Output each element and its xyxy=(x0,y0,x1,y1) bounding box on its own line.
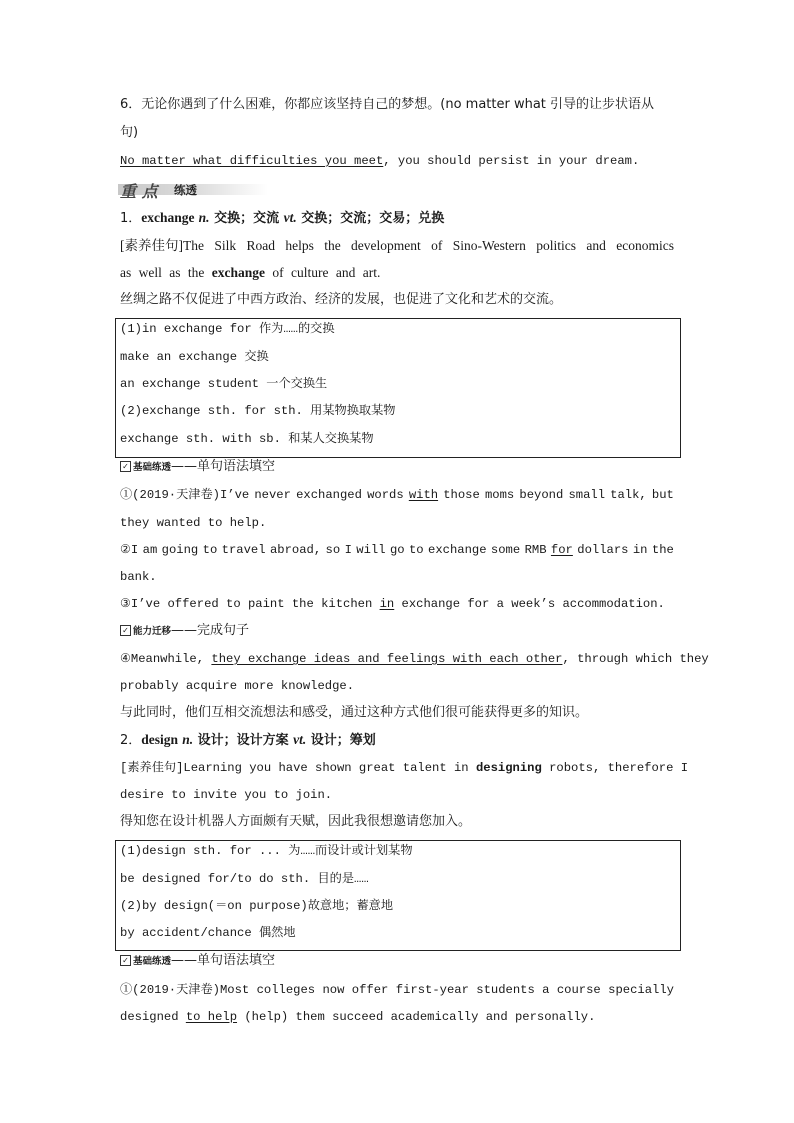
word1-example-word: Silk xyxy=(214,238,237,253)
word1-ex2-line2: bank. xyxy=(120,570,157,584)
word2-headword: design xyxy=(141,732,179,747)
word2-tag-basic-desc: ——单句语法填空 xyxy=(171,953,276,968)
word1-example-word: economics xyxy=(616,238,674,253)
word2-ex1-word: a xyxy=(542,983,550,997)
word1-tag-ability xyxy=(120,623,249,640)
word2-ex1-line1 xyxy=(120,981,674,999)
checkbox-icon: ✓ xyxy=(120,625,131,636)
word1-tag-basic xyxy=(120,459,275,476)
word1-ex2-word: in xyxy=(632,543,648,557)
word1-usage-5: exchange sth. with sb. 和某人交换某物 xyxy=(120,432,374,446)
word2-def1: 设计；设计方案 xyxy=(193,733,294,748)
word1-ex2-word: to xyxy=(408,543,424,557)
word1-ex2-word: I xyxy=(344,543,352,557)
word1-ex2-word: abroad, xyxy=(269,543,322,557)
word1-ex1-word: talk, xyxy=(610,488,647,502)
word1-ex2-word: some xyxy=(490,543,521,557)
word1-number: 1． xyxy=(120,211,142,226)
word1-example-word: Road xyxy=(246,238,275,253)
word1-ex1-word: words xyxy=(367,488,404,502)
word1-example-word: and xyxy=(586,238,606,253)
word2-def2: 设计；筹划 xyxy=(306,733,376,748)
word1-example-word: helps xyxy=(285,238,314,253)
word1-ex2-word: exchange xyxy=(428,543,487,557)
word1-usage-1: (1)in exchange for 作为……的交换 xyxy=(120,322,335,336)
word1-ex1-line2: they wanted to help. xyxy=(120,516,267,530)
item6-answer-underlined: No matter what difficulties you meet xyxy=(120,154,384,168)
word1-ex4-post: , through which they xyxy=(562,652,709,666)
word1-example-line2 xyxy=(120,264,380,282)
word2-ex1-word: ①(2019·天津卷)Most xyxy=(120,983,250,997)
word2-example-line1-post: robots, therefore I xyxy=(541,761,689,775)
word1-example-line2-post: of culture and art. xyxy=(264,265,381,280)
word1-ex2-word: will xyxy=(356,543,386,557)
word1-heading xyxy=(120,209,444,228)
word1-usage-box xyxy=(115,318,681,458)
word1-ex1-word: those xyxy=(443,488,480,502)
banner-mark: 重 点 xyxy=(120,182,158,201)
word1-ex4-answer: they exchange ideas and feelings with each other xyxy=(211,652,563,666)
word2-example-line1 xyxy=(120,759,688,777)
word1-usage-2: make an exchange 交换 xyxy=(120,350,269,364)
word1-ex1-word: small xyxy=(568,488,606,502)
word1-example-word: of xyxy=(431,238,443,253)
word2-heading xyxy=(120,731,376,750)
word2-ex1-answer: to help xyxy=(185,1010,238,1024)
word2-usage-2: be designed for/to do sth. 目的是…… xyxy=(120,872,369,886)
word1-example-word: politics xyxy=(536,238,577,253)
word1-example-word: [素养佳句]The xyxy=(120,238,204,253)
word1-example-word: the xyxy=(324,238,341,253)
word1-ex2-word: am xyxy=(142,543,158,557)
word1-usage-3: an exchange student 一个交换生 xyxy=(120,377,328,391)
word1-ex3-pre: ③I’ve offered to paint the kitchen xyxy=(120,597,380,611)
word2-usage-box xyxy=(115,840,681,951)
word1-ex2-word: dollars xyxy=(577,543,629,557)
word1-tag-basic-label: 基础练透 xyxy=(133,462,172,473)
word1-def2: 交换；交流；交易；兑换 xyxy=(296,211,445,226)
word1-ex1-word: moms xyxy=(484,488,515,502)
word1-tag-ability-desc: ——完成句子 xyxy=(171,623,250,638)
word1-example-word: development xyxy=(351,238,421,253)
word1-ex2-word: travel xyxy=(221,543,266,557)
word2-ex1-word: offer xyxy=(351,983,389,997)
item6-answer-rest: , you should persist in your dream. xyxy=(383,154,640,168)
word1-tag-ability-label: 能力迁移 xyxy=(133,626,172,637)
word2-ex1-line2 xyxy=(120,1008,595,1026)
word1-example-keyword: exchange xyxy=(211,265,265,280)
word2-ex1-word: first-year xyxy=(395,983,469,997)
word2-pos2: vt. xyxy=(293,732,307,747)
word2-ex1-line2-post: (help) them succeed academically and personally. xyxy=(237,1010,596,1024)
word2-ex1-word: now xyxy=(322,983,345,997)
word1-ex1-answer: with xyxy=(408,488,439,502)
word2-usage-1: (1)design sth. for ... 为……而设计或计划某物 xyxy=(120,844,413,858)
word1-ex2-word: RMB xyxy=(524,543,547,557)
word2-number: 2． xyxy=(120,733,142,748)
word1-example-line1 xyxy=(120,237,674,255)
word1-ex3-answer: in xyxy=(379,597,395,611)
word1-example-line2-pre: as well as the xyxy=(120,265,212,280)
word1-ex2-word: go xyxy=(389,543,405,557)
item6-question-line2: 句) xyxy=(120,125,139,140)
word1-ex2-line1 xyxy=(120,541,674,559)
word1-ex2-word: to xyxy=(202,543,218,557)
section-banner xyxy=(118,179,278,199)
word1-usage-4: (2)exchange sth. for sth. 用某物换取某物 xyxy=(120,404,396,418)
checkbox-icon: ✓ xyxy=(120,461,131,472)
word1-ex1-word: but xyxy=(651,488,674,502)
word2-tag-basic-label: 基础练透 xyxy=(133,956,172,967)
word1-ex4-translation: 与此同时，他们互相交流想法和感受，通过这种方式他们很可能获得更多的知识。 xyxy=(120,705,589,720)
word1-headword: exchange xyxy=(141,210,195,225)
word1-ex1-word: exchanged xyxy=(296,488,362,502)
word1-ex4-line1 xyxy=(120,650,709,668)
word1-ex2-word: so xyxy=(325,543,341,557)
word1-ex3-post: exchange for a week’s accommodation. xyxy=(394,597,665,611)
word1-pos2: vt. xyxy=(283,210,297,225)
word1-pos1: n. xyxy=(198,210,210,225)
word2-ex1-word: students xyxy=(476,983,535,997)
word2-ex1-word: colleges xyxy=(256,983,316,997)
word1-ex4-pre: ④Meanwhile, xyxy=(120,652,212,666)
checkbox-icon: ✓ xyxy=(120,955,131,966)
word1-tag-basic-desc: ——单句语法填空 xyxy=(171,459,276,474)
word2-example-line2: desire to invite you to join. xyxy=(120,788,333,802)
word2-usage-4: by accident/chance 偶然地 xyxy=(120,926,296,940)
word1-ex2-word: the xyxy=(651,543,674,557)
word1-ex1-word: ①(2019·天津卷)I’ve xyxy=(120,488,250,502)
word2-ex1-line2-pre: designed xyxy=(120,1010,186,1024)
word1-translation: 丝绸之路不仅促进了中西方政治、经济的发展，也促进了文化和艺术的交流。 xyxy=(120,292,563,307)
word1-ex3 xyxy=(120,595,665,613)
word2-usage-3: (2)by design(＝on purpose)故意地；蓄意地 xyxy=(120,899,394,913)
word2-translation: 得知您在设计机器人方面颇有天赋，因此我很想邀请您加入。 xyxy=(120,814,472,829)
word1-ex1-word: never xyxy=(254,488,291,502)
word1-ex4-line2: probably acquire more knowledge. xyxy=(120,679,355,693)
word1-ex1-word: beyond xyxy=(519,488,564,502)
item6-answer xyxy=(120,152,639,170)
word2-ex1-word: specially xyxy=(608,983,674,997)
word1-ex2-word: ②I xyxy=(120,543,139,557)
word1-ex2-word: going xyxy=(161,543,199,557)
word2-example-line1-pre: [素养佳句]Learning you have shown great talent in xyxy=(120,761,476,775)
word2-ex1-word: course xyxy=(556,983,601,997)
word1-ex1-line1 xyxy=(120,486,674,504)
word1-example-word: Sino-Western xyxy=(452,238,526,253)
word1-def1: 交换；交流 xyxy=(209,211,284,226)
word2-example-keyword: designing xyxy=(475,761,542,775)
word2-tag-basic xyxy=(120,953,275,970)
word1-ex2-answer: for xyxy=(550,543,573,557)
item6-question-line1: 6．无论你遇到了什么困难，你都应该坚持自己的梦想。(no matter what 引导的让步状语从 xyxy=(120,97,655,112)
banner-label: 练透 xyxy=(174,183,197,197)
word2-pos1: n. xyxy=(182,732,194,747)
